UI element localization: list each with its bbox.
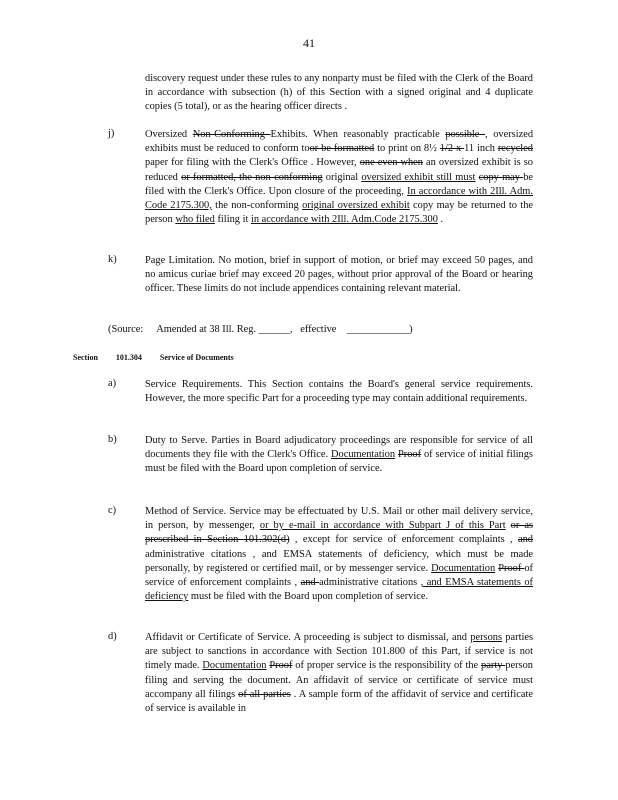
item-b-text: Duty to Serve. Parties in Board adjudicatory proceedings are responsible for service of all documents they file with the Clerk's Office. Documentation Proof of service of initial filings must be filed with the Board upon completion of service.	[145, 435, 533, 475]
item-a-label: a)	[108, 378, 117, 389]
item-c-text: Method of Service. Service may be effectuated by U.S. Mail or other mail delivery service, in person, by messenger, or by e-mail in accordance with Subpart J of this Part or as prescribed in Section 101.302(d) , except for service of enforcement complaints , and administrative citations , and EMSA statements of deficiency, which must be made personally, by registered or certified mail, or by messenger service. Documentation Proof of service of enforcement complaints , and administrative citations , and EMSA statements of deficiency must be filed with the Board upon completion of service.	[145, 506, 533, 603]
page-number: 41	[303, 36, 315, 50]
item-a-text: Service Requirements. This Section contains the Board's general service requirements. However, the more specific Part for a proceeding type may contain additional requirements.	[145, 379, 533, 405]
item-k-text: Page Limitation. No motion, brief in support of motion, or brief may exceed 50 pages, and no amicus curiae brief may exceed 20 pages, without prior approval of the Board or hearing officer. These limits do not include appendices containing relevant material.	[145, 255, 533, 295]
item-d-label: d)	[108, 631, 117, 642]
item-j-text: Oversized Non-Conforming Exhibits. When reasonably practicable possible , oversized exhibits must be reduced to conform toor be formatted to print on 8½ 1/2 x 11 inch recycled paper for filing with the Clerk's Office . However, one even when an oversized exhibit is so reduced or formatted, the non-conforming original oversized exhibit still must copy may be filed with the Clerk's Office. Upon closure of the proceeding, In accordance with 2Ill. Adm. Code 2175.300, the non-conforming original oversized exhibit copy may be returned to the person who filed filing it in accordance with 2Ill. Adm.Code 2175.300 .	[145, 129, 534, 226]
section-heading: Section 101.304 Service of Documents	[73, 353, 234, 362]
item-d-text: Affidavit or Certificate of Service. A proceeding is subject to dismissal, and persons parties are subject to sanctions in accordance with Section 101.800 of this Part, if service is not timely made. Documentation Proof of proper service is the responsibility of the party person filing and serving the document. An affidavit of service or certificate of service must accompany all filings of all parties . A sample form of the affidavit of service and certificate of service is available in	[145, 632, 533, 715]
item-c-label: c)	[108, 505, 117, 516]
item-b-label: b)	[108, 434, 117, 445]
continuation-paragraph: discovery request under these rules to any nonparty must be filed with the Clerk of the Board in accordance with subsection (h) of this Section with a signed original and 4 duplicate copies (5 total), or as the hearing officer directs .	[145, 73, 533, 113]
item-j-label: j)	[108, 128, 115, 139]
item-k-label: k)	[108, 254, 117, 265]
source-note: (Source: Amended at 38 Ill. Reg. ______, effective ____________)	[108, 324, 413, 335]
